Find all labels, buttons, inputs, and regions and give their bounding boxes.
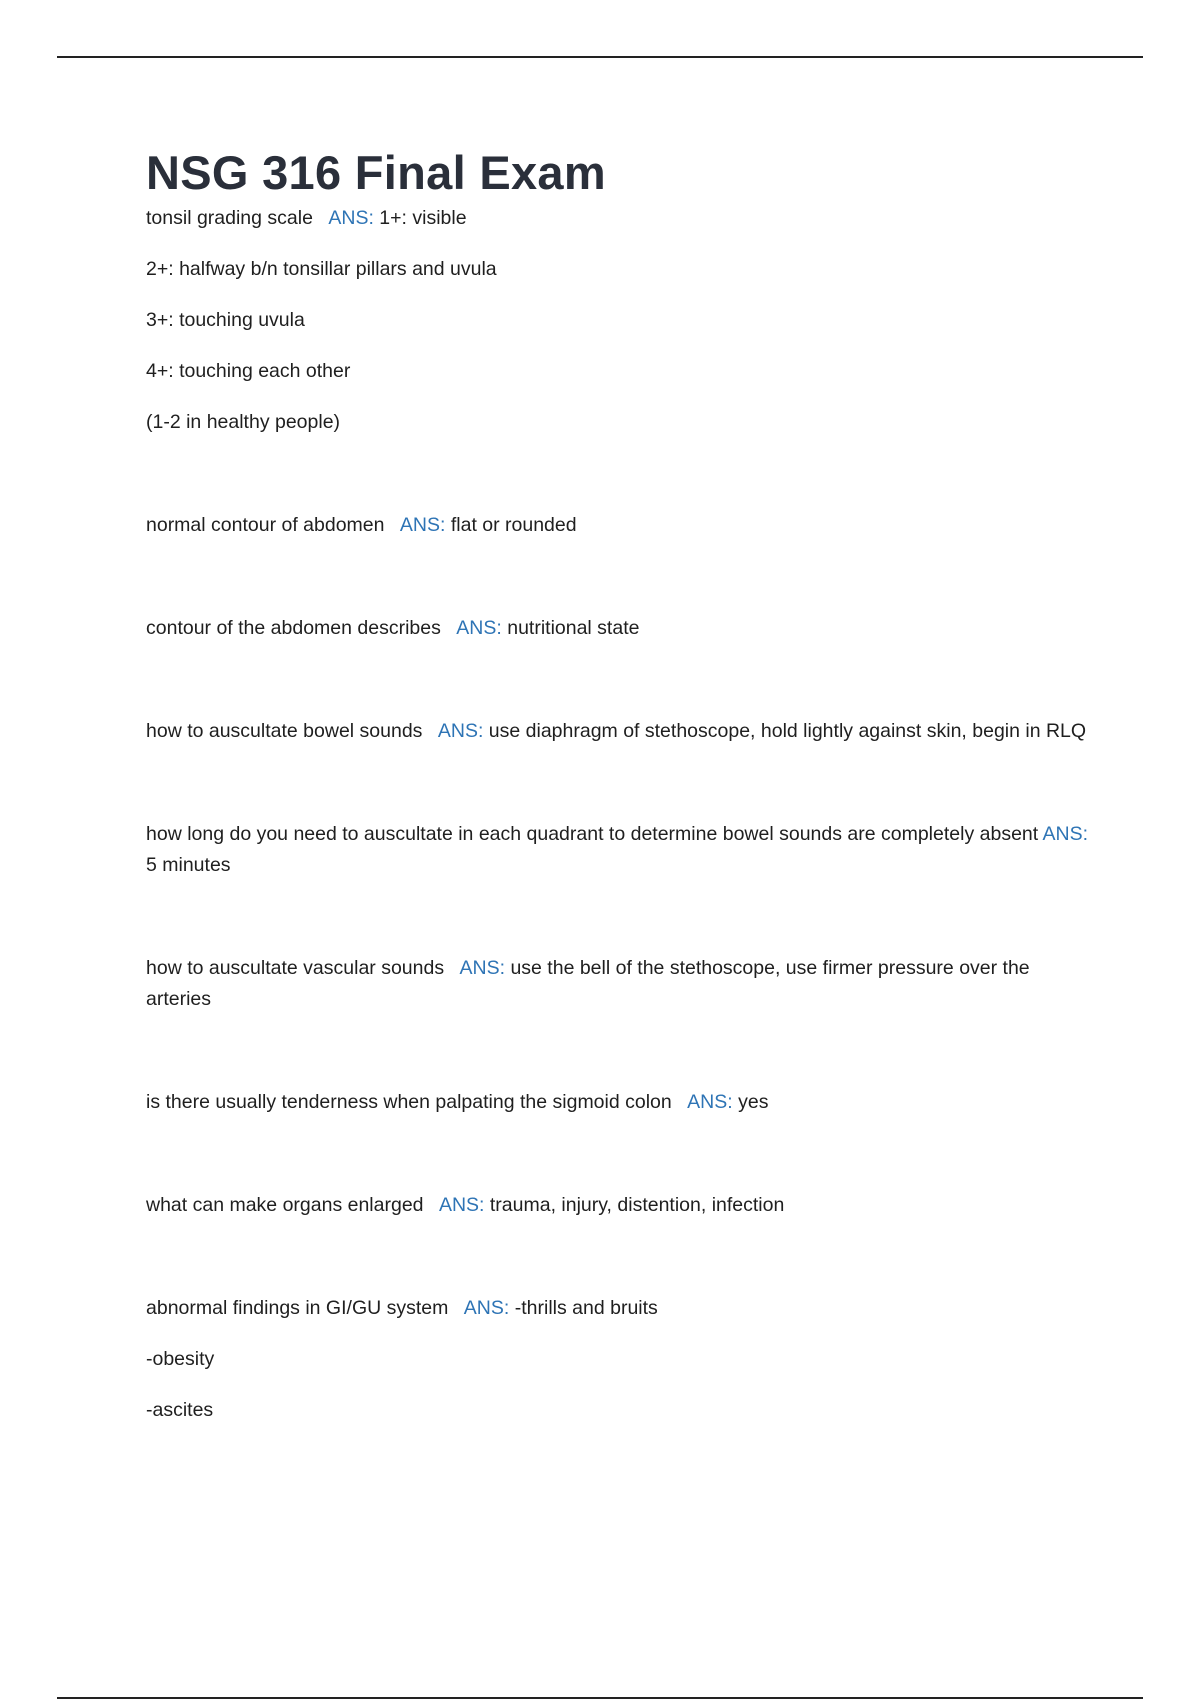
qa-line	[146, 510, 1096, 541]
qa-line	[146, 203, 1096, 234]
answer-text: use the bell of the stethoscope, use firmer pressure over the arteries	[146, 957, 1030, 1010]
ans-label: ANS:	[463, 1297, 510, 1319]
question-text: how long do you need to auscultate in each quadrant to determine bowel sounds are completely absent	[146, 823, 1039, 845]
qa-item	[146, 716, 1096, 747]
question-text: tonsil grading scale	[146, 207, 313, 229]
answer-text: nutritional state	[507, 617, 640, 639]
qa-line	[146, 953, 1096, 1015]
question-text: contour of the abdomen describes	[146, 617, 441, 639]
qa-line	[146, 716, 1096, 747]
answer-line: 3+: touching uvula	[146, 309, 305, 331]
qa-item	[146, 953, 1096, 1015]
answer-text: yes	[738, 1091, 769, 1113]
question-text: normal contour of abdomen	[146, 514, 385, 536]
ans-label: ANS:	[399, 514, 446, 536]
ans-label: ANS:	[456, 617, 502, 639]
document-title: NSG 316 Final Exam	[146, 146, 606, 199]
answer-text: -thrills and bruits	[514, 1297, 658, 1319]
qa-item	[146, 1087, 1096, 1118]
qa-line	[146, 819, 1096, 881]
qa-line	[146, 1190, 1096, 1221]
qa-line	[146, 613, 1096, 644]
qa-line	[146, 1087, 1096, 1118]
answer-text: trauma, injury, distention, infection	[489, 1194, 785, 1216]
qa-item	[146, 203, 1096, 438]
question-text: how to auscultate bowel sounds	[146, 720, 423, 742]
footer-rule	[57, 1697, 1143, 1699]
answer-text: 5 minutes	[146, 854, 231, 876]
answer-text: flat or rounded	[450, 514, 577, 536]
ans-label: ANS:	[437, 720, 484, 742]
qa-item	[146, 819, 1096, 881]
answer-text: use diaphragm of stethoscope, hold lightly against skin, begin in RLQ	[488, 720, 1087, 742]
answer-line: 2+: halfway b/n tonsillar pillars and uvula	[146, 258, 497, 280]
ans-label: ANS:	[328, 207, 374, 229]
ans-label: ANS:	[687, 1091, 733, 1113]
question-text: what can make organs enlarged	[146, 1194, 424, 1216]
answer-line: 4+: touching each other	[146, 360, 351, 382]
qa-item	[146, 1190, 1096, 1221]
question-text: how to auscultate vascular sounds	[146, 957, 445, 979]
ans-label: ANS:	[438, 1194, 485, 1216]
ans-label: ANS:	[459, 957, 506, 979]
answer-text: 1+: visible	[379, 207, 467, 229]
qa-item	[146, 613, 1096, 644]
qa-item	[146, 510, 1096, 541]
question-text: abnormal findings in GI/GU system	[146, 1297, 449, 1319]
header-rule	[57, 56, 1143, 58]
qa-line	[146, 1293, 1096, 1324]
document-body	[146, 143, 1096, 1426]
ans-label: ANS:	[1042, 823, 1089, 845]
question-text: is there usually tenderness when palpating the sigmoid colon	[146, 1091, 672, 1113]
qa-item	[146, 1293, 1096, 1426]
answer-line: (1-2 in healthy people)	[146, 411, 341, 433]
answer-line: -ascites	[146, 1399, 214, 1421]
answer-line: -obesity	[146, 1348, 215, 1370]
